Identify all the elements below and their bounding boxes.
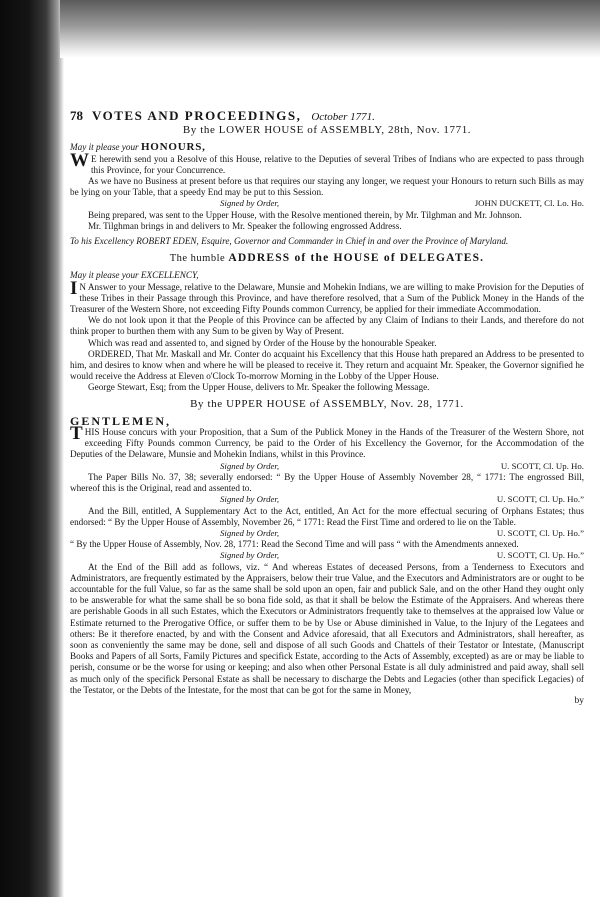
document-page (70, 110, 584, 707)
running-title: VOTES AND PROCEEDINGS, (92, 108, 302, 123)
lower-house-salutation (70, 142, 584, 153)
upper-para-2: The Paper Bills No. 37, 38; severally endorsed: “ By the Upper House of Assembly November 28, “ 1771: The engrossed Bill, whereof this is the Original, read and assented to. (70, 471, 584, 494)
upper-house-salutation: GENTLEMEN, (70, 413, 172, 428)
upper-para-5: At the End of the Bill add as follows, viz. “ And whereas Estates of deceased Persons, from a Tenderness to Executors and Administrators, are frequently estimated by the Appraisers, below their true Value, and the Executors and Administrators are or ought to be accountable for the full Value, so far as the same shall be sold upon an open, fair and publick Sale, and on the other Hand they ought only to be answerable for what the same shall be so bona fide sold, as that it shall be below the Estimate of the Appraisers. And whereas there are perishable Goods in all such Estates, which the Executors or Administrators frequently take to themselves at the appraised low Value or Estimate returned to the Prerogative Office, or suffer them to be by Use or Abuse diminished in Value, to the Injury of the Legatees and others: Be it therefore enacted, by and with the Consent and Advice aforesaid, that all Executors and Administrators, shall hereafter, as soon as conveniently the same may be done, sell and dispose of all such Goods and Chattels of their Testator or Intestate, (Manuscript Books and Papers of all Sorts, Family Pictures and specifick Estate, according to the Acts of Assembly, excepted) as are or may be liable to perish, consume or be the worse for using or keeping; and also when other Personal Estate is all duly administred and paid away, shall sell as much only of the specifick Personal Estate as shall be necessary to discharge the Debts and Legacies (other than specifick Legacies) of the Testator, or the Debts of the Intestate, for the most that can be got for the same in Money, (70, 561, 584, 695)
upper-para-1: THIS House concurs with your Proposition, that a Sum of the Publick Money in the Hands of the Treasurer of the Western Shore, not exceeding Fifty Pounds common Currency, be paid to the Order of his Excellency the Governor, for the Accommodation of the Deputies of the Delaware, Munsie and Mohekin Indians, whilst in this Province. (70, 423, 584, 460)
salutation-title: HONOURS, (140, 141, 206, 154)
catchword: by (574, 695, 584, 706)
address-salutation: May it please your EXCELLENCY, (70, 270, 199, 281)
upper-signature-4 (70, 550, 584, 561)
signed-by-label: Signed by Order, (220, 527, 280, 538)
address-para-4: ORDERED, That Mr. Maskall and Mr. Conter do acquaint his Excellency that this House hath prepared an Address to be presented to him, and desires to know when and where he will be pleased to receive it. They return and acquaint Mr. Speaker, the Governor signified he would receive the Address at Eleven o'Clock To-morrow Morning in the Lobby of the Upper House. (70, 348, 584, 382)
upper-para-3: And the Bill, entitled, A Supplementary Act to the Act, entitled, An Act for the more effectual securing of Orphans Estates; thus endorsed: “ By the Upper House of Assembly, November 26, “ 1771: Read the First Time and ordered to lie on the Table. (70, 505, 584, 527)
scan-top-shadow (60, 0, 600, 58)
lower-signature (70, 198, 584, 209)
address-title-pre: The humble (169, 253, 226, 265)
signed-by-label: Signed by Order, (220, 198, 280, 209)
book-gutter-shadow (0, 0, 64, 897)
signed-by-label: Signed by Order, (220, 460, 280, 471)
upper-para-4: “ By the Upper House of Assembly, Nov. 28, 1771: Read the Second Time and will pass “ with the Amendments annexed. (70, 539, 519, 550)
lower-para-1: WE herewith send you a Resolve of this House, relative to the Deputies of several Tribes of Indians who are expected to pass through this Province, for your Concurrence. (70, 149, 584, 175)
signatory-name: U. SCOTT, Cl. Up. Ho.” (496, 550, 584, 561)
upper-signature-3 (70, 528, 584, 539)
running-date: October 1771. (311, 111, 375, 123)
address-para-1: IN Answer to your Message, relative to the Delaware, Munsie and Mohekin Indians, we are willing to make Provision for the Deputies of these Tribes in their Passage through this Province, and have therefore resolved, that a Sum of the Publick Money in the Hands of the Treasurer of the Western Shore, not exceeding Fifty Pounds common Currency, be applied for their immediate Accommodation. (70, 277, 584, 315)
salutation-intro: May it please your (70, 142, 139, 153)
address-para-2: We do not look upon it that the People of this Province can be affected by any Claim of Indians to their Lands, and therefore do not think proper to burthen them with any Sum to be given by Way of Present. (70, 315, 584, 337)
signatory-name: JOHN DUCKETT, Cl. Lo. Ho. (474, 198, 584, 209)
lower-para-2: As we have no Business at present before us that requires our staying any longer, we request your Honours to return such Bills as may be lying on your Table, that a speedy End may be put to this Session. (70, 176, 584, 198)
upper-house-heading: By the UPPER HOUSE of ASSEMBLY, Nov. 28, 1771. (190, 397, 464, 410)
page-number: 78 (70, 108, 83, 123)
lower-para-3: Being prepared, was sent to the Upper House, with the Resolve mentioned therein, by Mr. Tilghman and Mr. Johnson. (88, 209, 522, 220)
signatory-name: U. SCOTT, Cl. Up. Ho.” (496, 494, 584, 505)
signatory-name: U. SCOTT, Cl. Up. Ho. (500, 460, 584, 471)
address-title-main: ADDRESS of the HOUSE of DELEGATES. (228, 252, 485, 265)
address-para-5: George Stewart, Esq; from the Upper House, delivers to Mr. Speaker the following Message. (88, 382, 430, 393)
signed-by-label: Signed by Order, (220, 550, 280, 561)
signatory-name: U. SCOTT, Cl. Up. Ho.” (496, 527, 584, 538)
upper-signature-1 (70, 461, 584, 472)
lower-para-4: Mr. Tilghman brings in and delivers to Mr. Speaker the following engrossed Address. (88, 220, 402, 231)
upper-signature-2 (70, 494, 584, 505)
address-para-3: Which was read and assented to, and signed by Order of the House by the honourable Speaker. (88, 337, 437, 348)
address-title (70, 253, 584, 264)
signed-by-label: Signed by Order, (220, 494, 280, 505)
address-to: To his Excellency ROBERT EDEN, Esquire, Governor and Commander in Chief in and over the Province of Maryland. (70, 236, 509, 247)
running-head (70, 110, 584, 123)
lower-house-heading: By the LOWER HOUSE of ASSEMBLY, 28th, Nov. 1771. (182, 124, 472, 137)
